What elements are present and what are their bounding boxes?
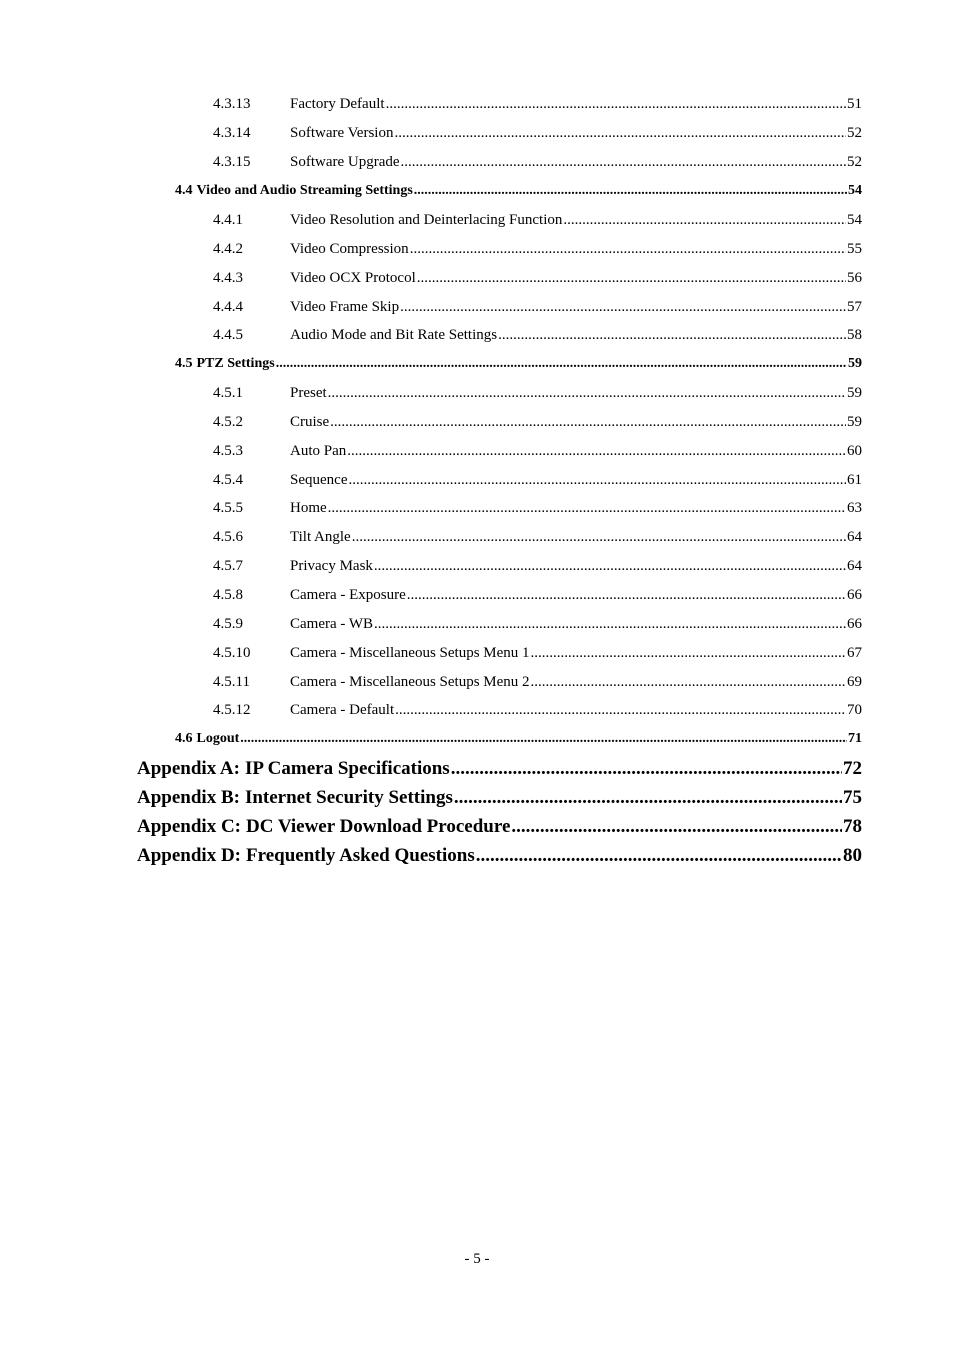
- toc-entry-page: 59: [847, 414, 862, 430]
- toc-entry[interactable]: [213, 212, 862, 229]
- toc-entry-title: Video Compression: [290, 241, 409, 257]
- toc-entry-title: Video OCX Protocol: [290, 270, 416, 286]
- toc-entry-number: 4.5.12: [213, 702, 251, 718]
- toc-leader-dots: [410, 241, 846, 258]
- toc-entry[interactable]: [137, 816, 862, 838]
- toc-entry[interactable]: [213, 616, 862, 633]
- toc-entry[interactable]: [175, 356, 862, 372]
- toc-entry-number: 4.5.7: [213, 558, 243, 574]
- toc-leader-dots: [328, 500, 846, 517]
- toc-entry-title: Privacy Mask: [290, 558, 373, 574]
- toc-entry[interactable]: [175, 183, 862, 199]
- toc-entry[interactable]: [137, 758, 862, 780]
- toc-entry-page: 52: [847, 125, 862, 141]
- toc-entry-page: 61: [847, 472, 862, 488]
- toc-entry-page: 52: [847, 154, 862, 170]
- toc-entry-title: DC Viewer Download Procedure: [246, 816, 511, 837]
- toc-entry-page: 63: [847, 500, 862, 516]
- toc-entry-number: 4.5.10: [213, 645, 251, 661]
- toc-entry[interactable]: [213, 529, 862, 546]
- toc-entry-number: 4.3.14: [213, 125, 251, 141]
- toc-entry-page: 80: [843, 845, 862, 866]
- toc-entry-title: Home: [290, 500, 327, 516]
- toc-entry-title: Camera - Default: [290, 702, 395, 718]
- toc-leader-dots: [531, 674, 846, 691]
- toc-entry-number: 4.4.2: [213, 241, 243, 257]
- toc-entry-page: 59: [847, 385, 862, 401]
- toc-entry-title: Software Version: [290, 125, 394, 141]
- toc-leader-dots: [276, 356, 847, 372]
- toc-leader-dots: [394, 125, 846, 142]
- toc-entry[interactable]: [213, 500, 862, 517]
- toc-entry[interactable]: [213, 154, 862, 171]
- toc-leader-dots: [395, 702, 846, 719]
- toc-entry[interactable]: [137, 787, 862, 809]
- toc-entry-title: Camera - Miscellaneous Setups Menu 2: [290, 674, 530, 690]
- toc-entry-page: 55: [847, 241, 862, 257]
- toc-entry-number: Appendix B:: [137, 787, 240, 808]
- toc-entry-title: Video Resolution and Deinterlacing Function: [290, 212, 563, 228]
- toc-entry-title: Software Upgrade: [290, 154, 400, 170]
- toc-entry-title: Camera - Miscellaneous Setups Menu 1: [290, 645, 530, 661]
- toc-entry-page: 71: [848, 731, 862, 746]
- toc-entry-title: Video and Audio Streaming Settings: [196, 183, 413, 198]
- toc-entry-number: 4.5.3: [213, 443, 243, 459]
- toc-leader-dots: [328, 385, 846, 402]
- toc-entry[interactable]: [213, 299, 862, 316]
- toc-entry-page: 70: [847, 702, 862, 718]
- toc-entry-number: 4.5.4: [213, 472, 243, 488]
- toc-entry-number: 4.4.5: [213, 327, 243, 343]
- toc-entry-number: 4.3.15: [213, 154, 251, 170]
- toc-entry-title: PTZ Settings: [196, 356, 275, 371]
- toc-leader-dots: [240, 731, 847, 747]
- toc-entry[interactable]: [213, 414, 862, 431]
- toc-leader-dots: [407, 587, 846, 604]
- toc-entry-number: 4.5.6: [213, 529, 243, 545]
- toc-leader-dots: [330, 414, 846, 431]
- toc-entry-number: 4.6: [175, 731, 193, 746]
- toc-leader-dots: [476, 845, 842, 867]
- toc-entry[interactable]: [213, 327, 862, 344]
- toc-entry-page: 54: [848, 183, 862, 198]
- toc-entry-page: 64: [847, 558, 862, 574]
- toc-entry[interactable]: [213, 558, 862, 575]
- toc-entry-title: Auto Pan: [290, 443, 347, 459]
- toc-leader-dots: [386, 96, 846, 113]
- toc-entry-number: 4.5.5: [213, 500, 243, 516]
- toc-entry-title: IP Camera Specifications: [244, 758, 450, 779]
- toc-entry-number: 4.5.2: [213, 414, 243, 430]
- toc-leader-dots: [511, 816, 842, 838]
- toc-leader-dots: [347, 443, 846, 460]
- toc-leader-dots: [451, 758, 842, 780]
- toc-entry-page: 78: [843, 816, 862, 837]
- toc-leader-dots: [374, 558, 846, 575]
- toc-entry-number: Appendix A:: [137, 758, 240, 779]
- toc-entry-page: 56: [847, 270, 862, 286]
- toc-entry-title: Cruise: [290, 414, 330, 430]
- toc-leader-dots: [531, 645, 846, 662]
- toc-entry-title: Tilt Angle: [290, 529, 351, 545]
- toc-entry-page: 54: [847, 212, 862, 228]
- toc-leader-dots: [352, 529, 846, 546]
- toc-entry-number: 4.3.13: [213, 96, 251, 112]
- toc-entry-number: 4.4.4: [213, 299, 243, 315]
- toc-entry-number: 4.5: [175, 356, 193, 371]
- toc-entry-title: Video Frame Skip: [290, 299, 400, 315]
- toc-leader-dots: [414, 183, 847, 199]
- toc-entry-page: 72: [843, 758, 862, 779]
- toc-entry[interactable]: [213, 443, 862, 460]
- toc-entry-page: 51: [847, 96, 862, 112]
- toc-entry-page: 69: [847, 674, 862, 690]
- toc-entry-title: Internet Security Settings: [244, 787, 453, 808]
- toc-entry-number: 4.4.3: [213, 270, 243, 286]
- toc-entry[interactable]: [213, 472, 862, 489]
- toc-entry[interactable]: [213, 702, 862, 719]
- toc-leader-dots: [454, 787, 842, 809]
- toc-entry-page: 58: [847, 327, 862, 343]
- toc-entry-title: Preset: [290, 385, 327, 401]
- toc-entry-page: 59: [848, 356, 862, 371]
- toc-entry[interactable]: [137, 845, 862, 867]
- toc-entry-number: 4.5.1: [213, 385, 243, 401]
- toc-leader-dots: [400, 299, 846, 316]
- toc-entry-title: Sequence: [290, 472, 348, 488]
- toc-entry-title: Camera - Exposure: [290, 587, 406, 603]
- toc-entry[interactable]: [213, 96, 862, 113]
- toc-leader-dots: [498, 327, 846, 344]
- toc-entry[interactable]: [213, 645, 862, 662]
- toc-entry[interactable]: [213, 125, 862, 142]
- toc-entry-page: 57: [847, 299, 862, 315]
- toc-entry[interactable]: [213, 270, 862, 287]
- toc-leader-dots: [374, 616, 846, 633]
- toc-leader-dots: [417, 270, 846, 287]
- toc-entry[interactable]: [213, 674, 862, 691]
- toc-entry-page: 64: [847, 529, 862, 545]
- toc-entry[interactable]: [213, 241, 862, 258]
- toc-entry[interactable]: [213, 385, 862, 402]
- toc-entry-number: 4.5.8: [213, 587, 243, 603]
- toc-leader-dots: [348, 472, 846, 489]
- toc-entry-number: Appendix C:: [137, 816, 241, 837]
- toc-entry-title: Audio Mode and Bit Rate Settings: [290, 327, 498, 343]
- toc-entry-number: 4.5.11: [213, 674, 250, 690]
- toc-entry-number: 4.4.1: [213, 212, 243, 228]
- toc-entry-number: Appendix D:: [137, 845, 241, 866]
- toc-entry-page: 67: [847, 645, 862, 661]
- toc-entry-page: 60: [847, 443, 862, 459]
- toc-entry-title: Camera - WB: [290, 616, 374, 632]
- toc-entry-number: 4.5.9: [213, 616, 243, 632]
- toc-entry-title: Frequently Asked Questions: [246, 845, 475, 866]
- toc-entry-number: 4.4: [175, 183, 193, 198]
- toc-entry-title: Logout: [196, 731, 240, 746]
- toc-leader-dots: [563, 212, 846, 229]
- toc-entry-page: 66: [847, 616, 862, 632]
- toc-entry-page: 75: [843, 787, 862, 808]
- toc-entry-page: 66: [847, 587, 862, 603]
- toc-entry[interactable]: [213, 587, 862, 604]
- toc-entry-title: Factory Default: [290, 96, 385, 112]
- page-number: - 5 -: [464, 1251, 490, 1267]
- toc-entry[interactable]: [175, 731, 862, 747]
- toc-leader-dots: [401, 154, 846, 171]
